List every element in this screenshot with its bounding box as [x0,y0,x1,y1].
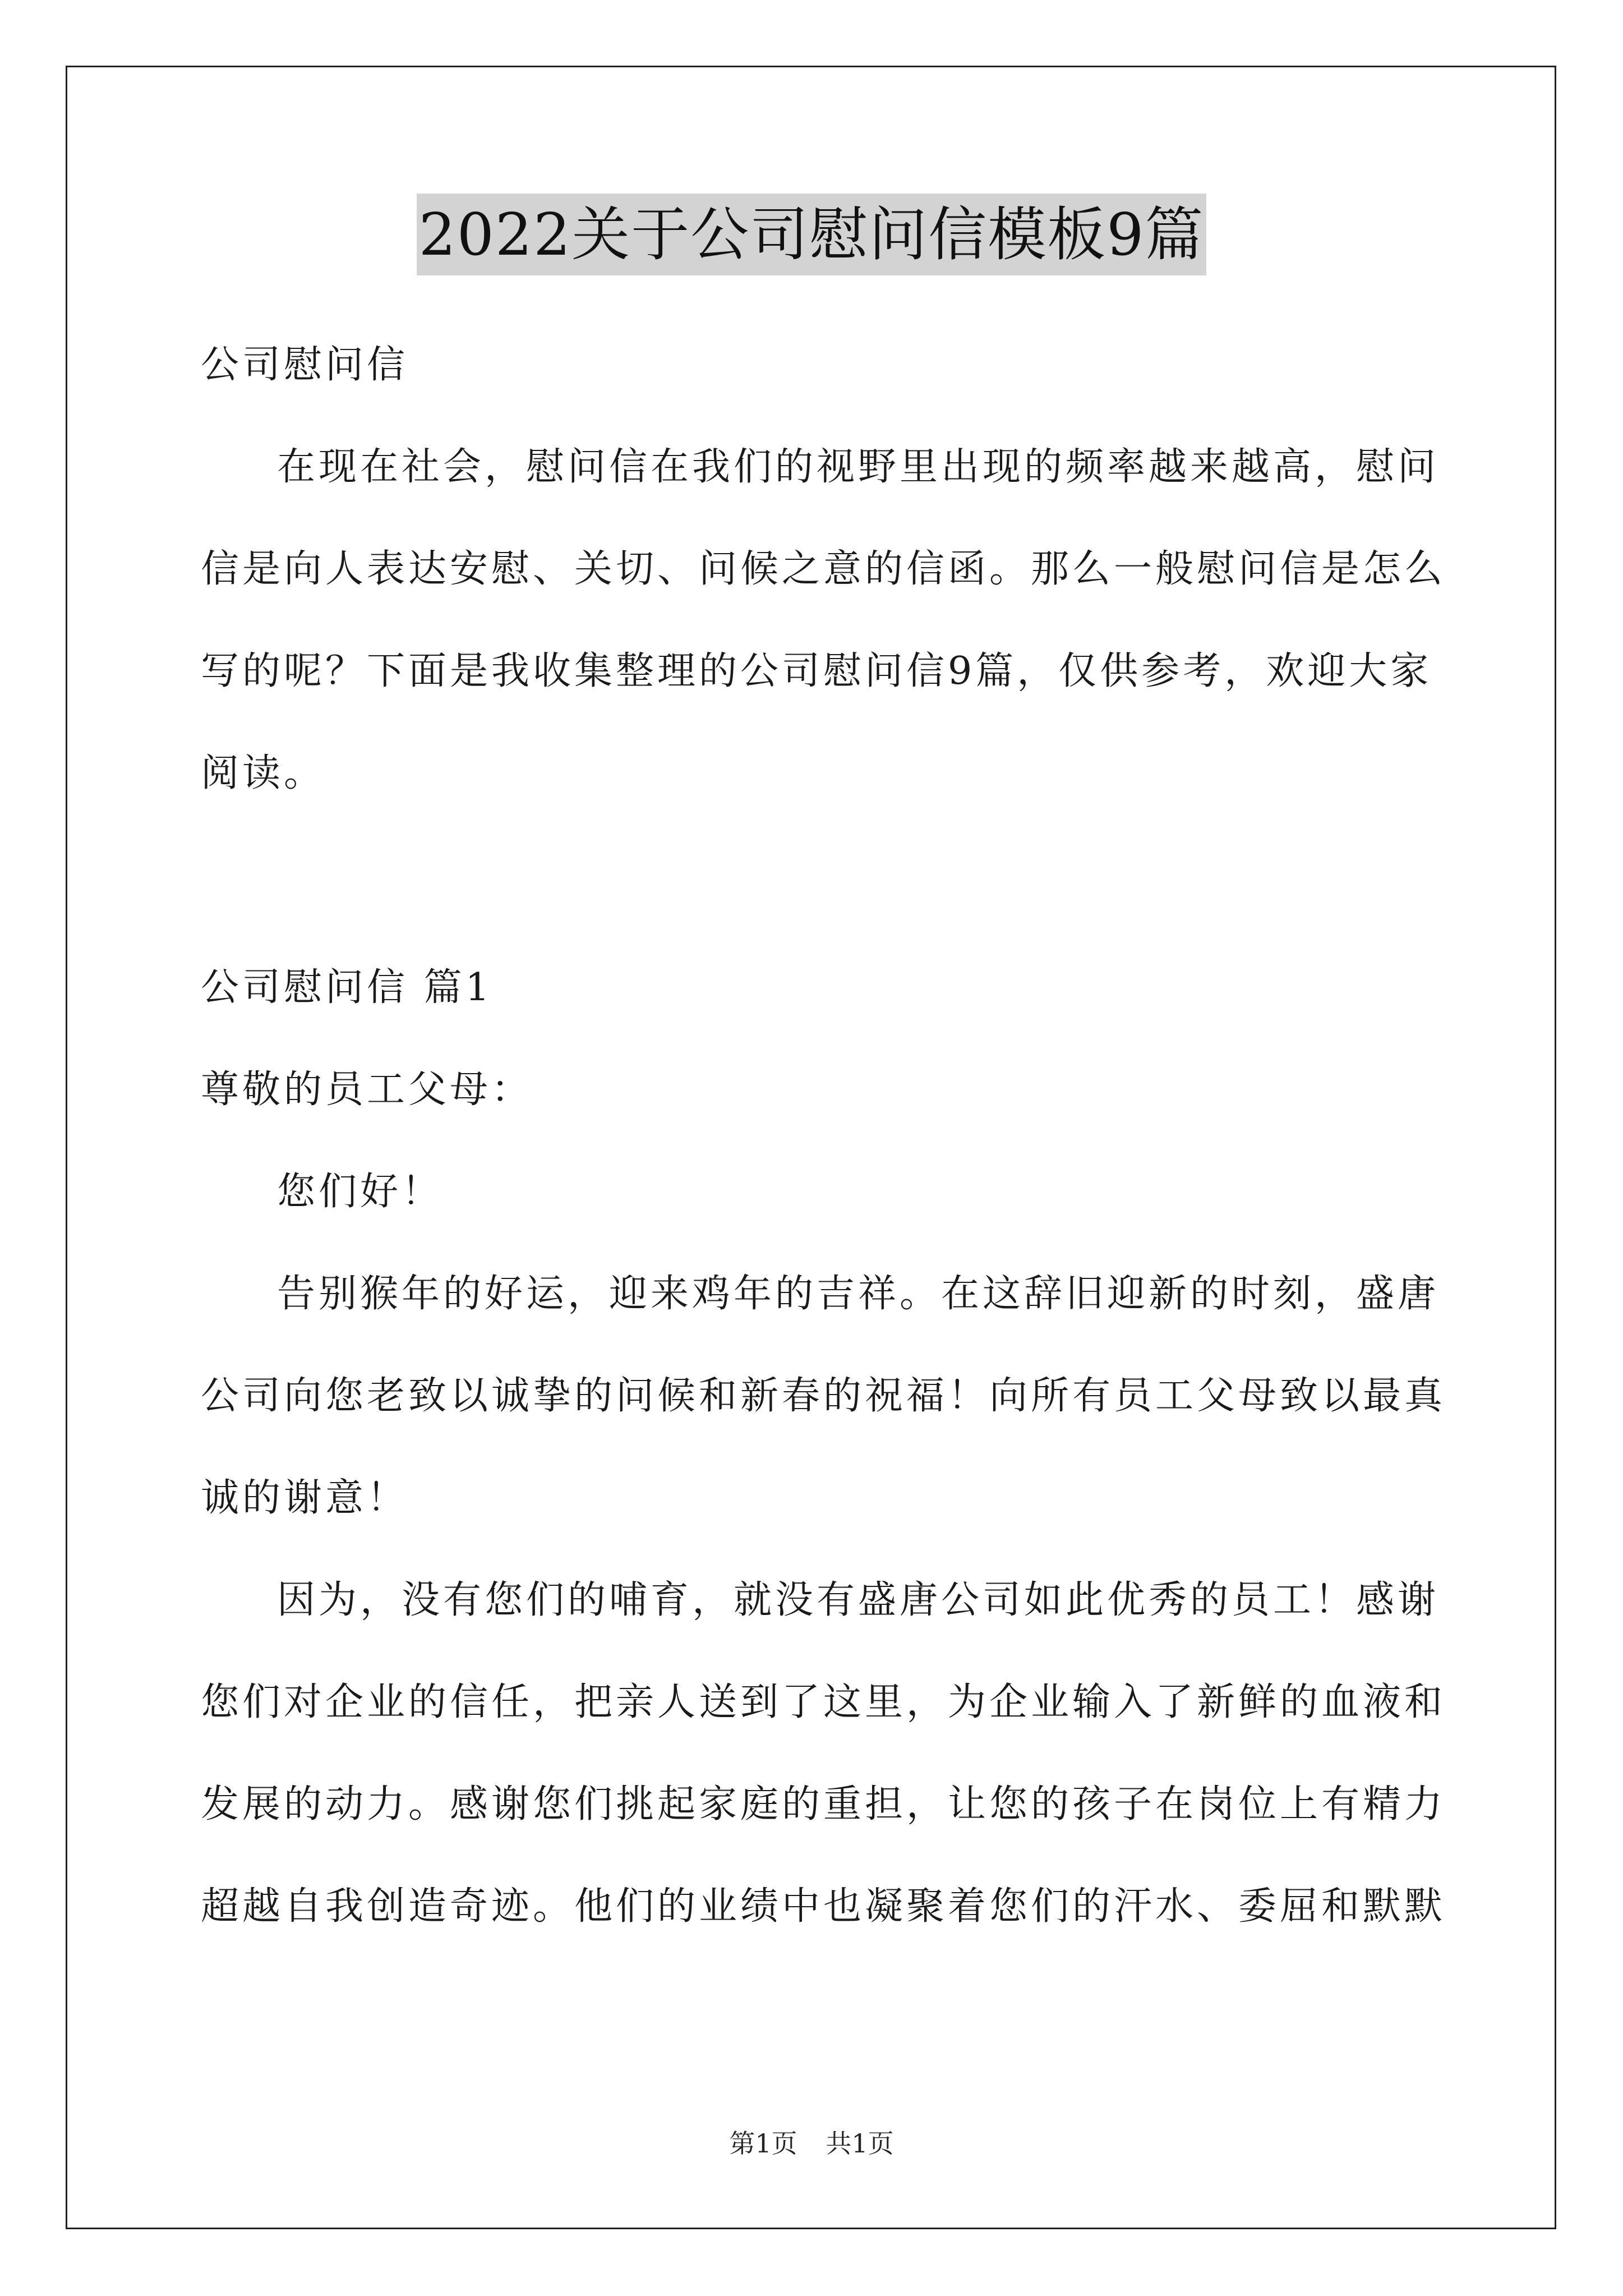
paragraph2-line-3: 发展的动力。感谢您们挑起家庭的重担，让您的孩子在岗位上有精力 [201,1782,1446,1826]
document-body [201,314,1446,1958]
paragraph1-line-2: 公司向您老致以诚挚的问候和新春的祝福！向所有员工父母致以最真 [201,1374,1446,1418]
page-number-total: 共1页 [826,2128,894,2159]
paragraph2-line-4: 超越自我创造奇迹。他们的业绩中也凝聚着您们的汗水、委屈和默默 [201,1884,1446,1929]
section-heading: 公司慰问信 [201,343,409,387]
page-number-current: 第1页 [729,2128,797,2159]
greeting: 您们好！ [277,1170,444,1214]
article-heading: 公司慰问信 篇1 [201,965,493,1010]
intro-line-2: 信是向人表达安慰、关切、问候之意的信函。那么一般慰问信是怎么 [201,547,1446,591]
paragraph1-line-1: 告别猴年的好运，迎来鸡年的吉祥。在这辞旧迎新的时刻，盛唐 [277,1272,1440,1316]
paragraph1-line-3: 诚的谢意！ [201,1476,409,1520]
section-spacer [201,825,1429,937]
paragraph2-line-1: 因为，没有您们的哺育，就没有盛唐公司如此优秀的员工！感谢 [277,1578,1440,1622]
salutation: 尊敬的员工父母： [201,1068,533,1112]
title-container [0,194,1623,275]
intro-line-3: 写的呢？下面是我收集整理的公司慰问信9篇，仅供参考，欢迎大家 [201,649,1432,693]
paragraph2-line-2: 您们对企业的信任，把亲人送到了这里，为企业输入了新鲜的血液和 [201,1680,1446,1724]
page-footer [0,2123,1623,2160]
intro-line-4: 阅读。 [201,751,326,795]
intro-line-1: 在现在社会，慰问信在我们的视野里出现的频率越来越高，慰问 [277,445,1440,489]
document-title: 2022关于公司慰问信模板9篇 [417,194,1207,275]
